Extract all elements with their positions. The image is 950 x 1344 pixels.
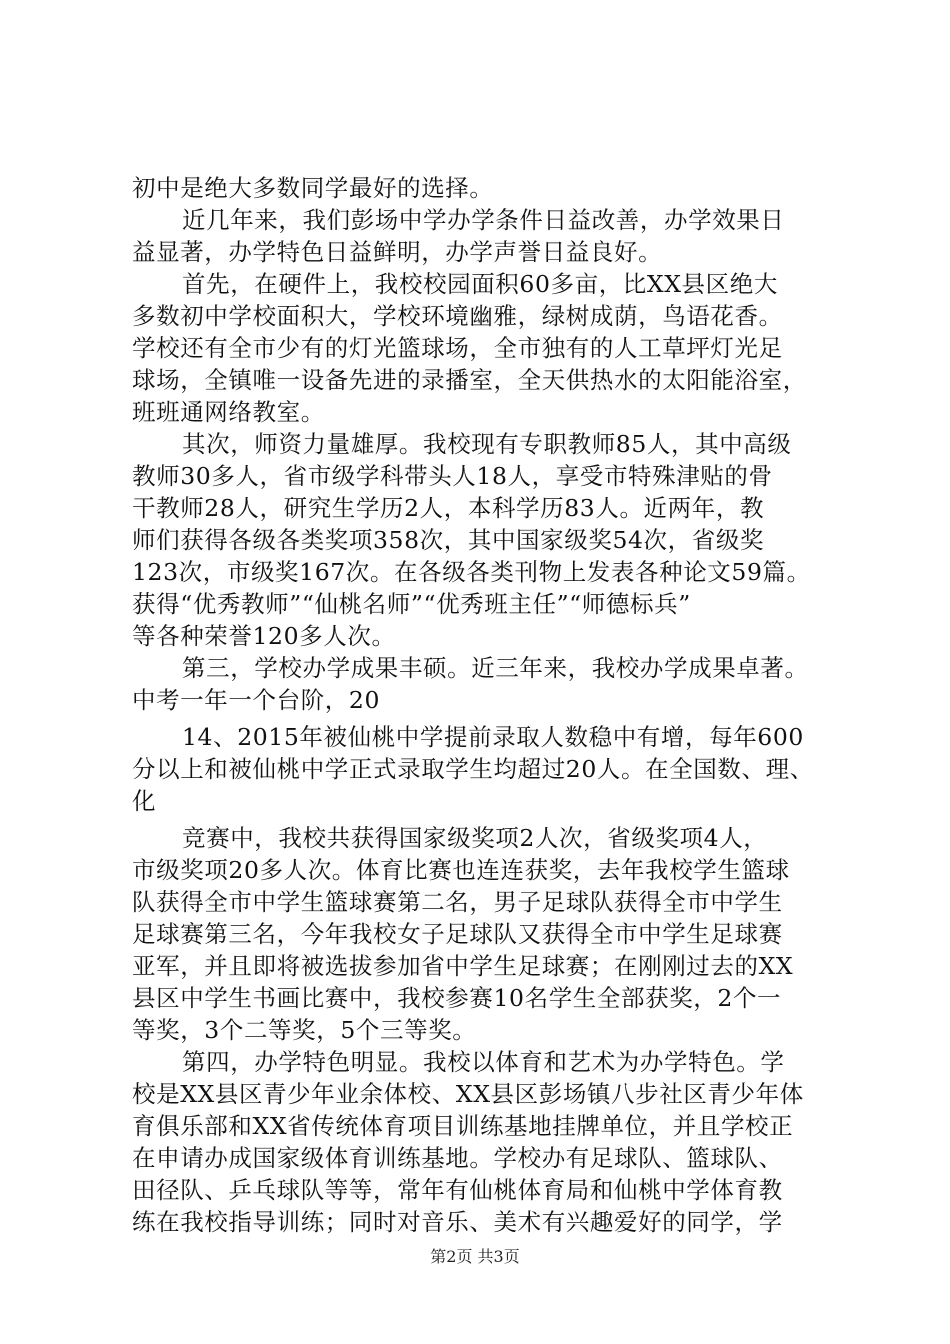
text-line: 在申请办成国家级体育训练基地。学校办有足球队、篮球队、 [132, 1144, 783, 1172]
text-line: 等各种荣誉120多人次。 [132, 622, 396, 650]
text-line: 师们获得各级各类奖项358次，其中国家级奖54次，省级奖 [132, 526, 765, 554]
document-body [132, 172, 822, 1238]
text-line: 第四，办学特色明显。我校以体育和艺术为办学特色。学 [182, 1048, 785, 1076]
text-line: 分以上和被仙桃中学正式录取学生均超过20人。在全国数、理、 [132, 755, 814, 783]
text-line: 市级奖项20多人次。体育比赛也连连获奖，去年我校学生篮球 [132, 856, 790, 884]
text-line: 多数初中学校面积大，学校环境幽雅，绿树成荫，鸟语花香。 [132, 302, 783, 330]
text-line: 县区中学生书画比赛中，我校参赛10名学生全部获奖，2个一 [132, 984, 782, 1012]
text-line: 亚军，并且即将被选拔参加省中学生足球赛；在刚刚过去的XX [132, 952, 794, 980]
text-line: 竞赛中，我校共获得国家级奖项2人次，省级奖项4人， [182, 824, 768, 852]
text-line: 育俱乐部和XX省传统体育项目训练基地挂牌单位，并且学校正 [132, 1112, 794, 1140]
text-line: 教师30多人，省市级学科带头人18人，享受市特殊津贴的骨 [132, 462, 773, 490]
text-line: 首先，在硬件上，我校校园面积60多亩，比XX县区绝大 [182, 270, 778, 298]
text-line: 校是XX县区青少年业余体校、XX县区彭场镇八步社区青少年体 [132, 1080, 804, 1108]
text-line: 获得“优秀教师”“仙桃名师”“优秀班主任”“师德标兵” [132, 590, 691, 618]
text-line: 其次，师资力量雄厚。我校现有专职教师85人，其中高级 [182, 430, 792, 458]
text-line: 第三，学校办学成果丰硕。近三年来，我校办学成果卓著。 [182, 654, 809, 682]
text-line: 练在我校指导训练；同时对音乐、美术有兴趣爱好的同学，学 [132, 1208, 783, 1236]
text-line: 中考一年一个台阶，20 [132, 686, 381, 714]
text-line: 班班通网络教室。 [132, 398, 325, 426]
text-line: 球场，全镇唯一设备先进的录播室，全天供热水的太阳能浴室， [132, 366, 807, 394]
text-line: 益显著，办学特色日益鲜明，办学声誉日益良好。 [132, 238, 663, 266]
text-line: 化 [132, 787, 157, 815]
text-line: 田径队、乒乓球队等等，常年有仙桃体育局和仙桃中学体育教 [132, 1176, 783, 1204]
text-line: 初中是绝大多数同学最好的选择。 [132, 174, 494, 202]
text-line: 队获得全市中学生篮球赛第二名，男子足球队获得全市中学生 [132, 888, 783, 916]
text-line: 足球赛第三名，今年我校女子足球队又获得全市中学生足球赛 [132, 920, 783, 948]
text-line: 等奖，3个二等奖，5个三等奖。 [132, 1016, 477, 1044]
text-line: 学校还有全市少有的灯光篮球场，全市独有的人工草坪灯光足 [132, 334, 783, 362]
text-line: 干教师28人，研究生学历2人，本科学历83人。近两年，教 [132, 494, 765, 522]
text-line: 14、2015年被仙桃中学提前录取人数稳中有增，每年600 [182, 723, 804, 751]
text-line: 123次，市级奖167次。在各级各类刊物上发表各种论文59篇。 [132, 558, 811, 586]
page-footer: 第2页 共3页 [430, 1247, 520, 1266]
text-line: 近几年来，我们彭场中学办学条件日益改善，办学效果日 [182, 206, 785, 234]
